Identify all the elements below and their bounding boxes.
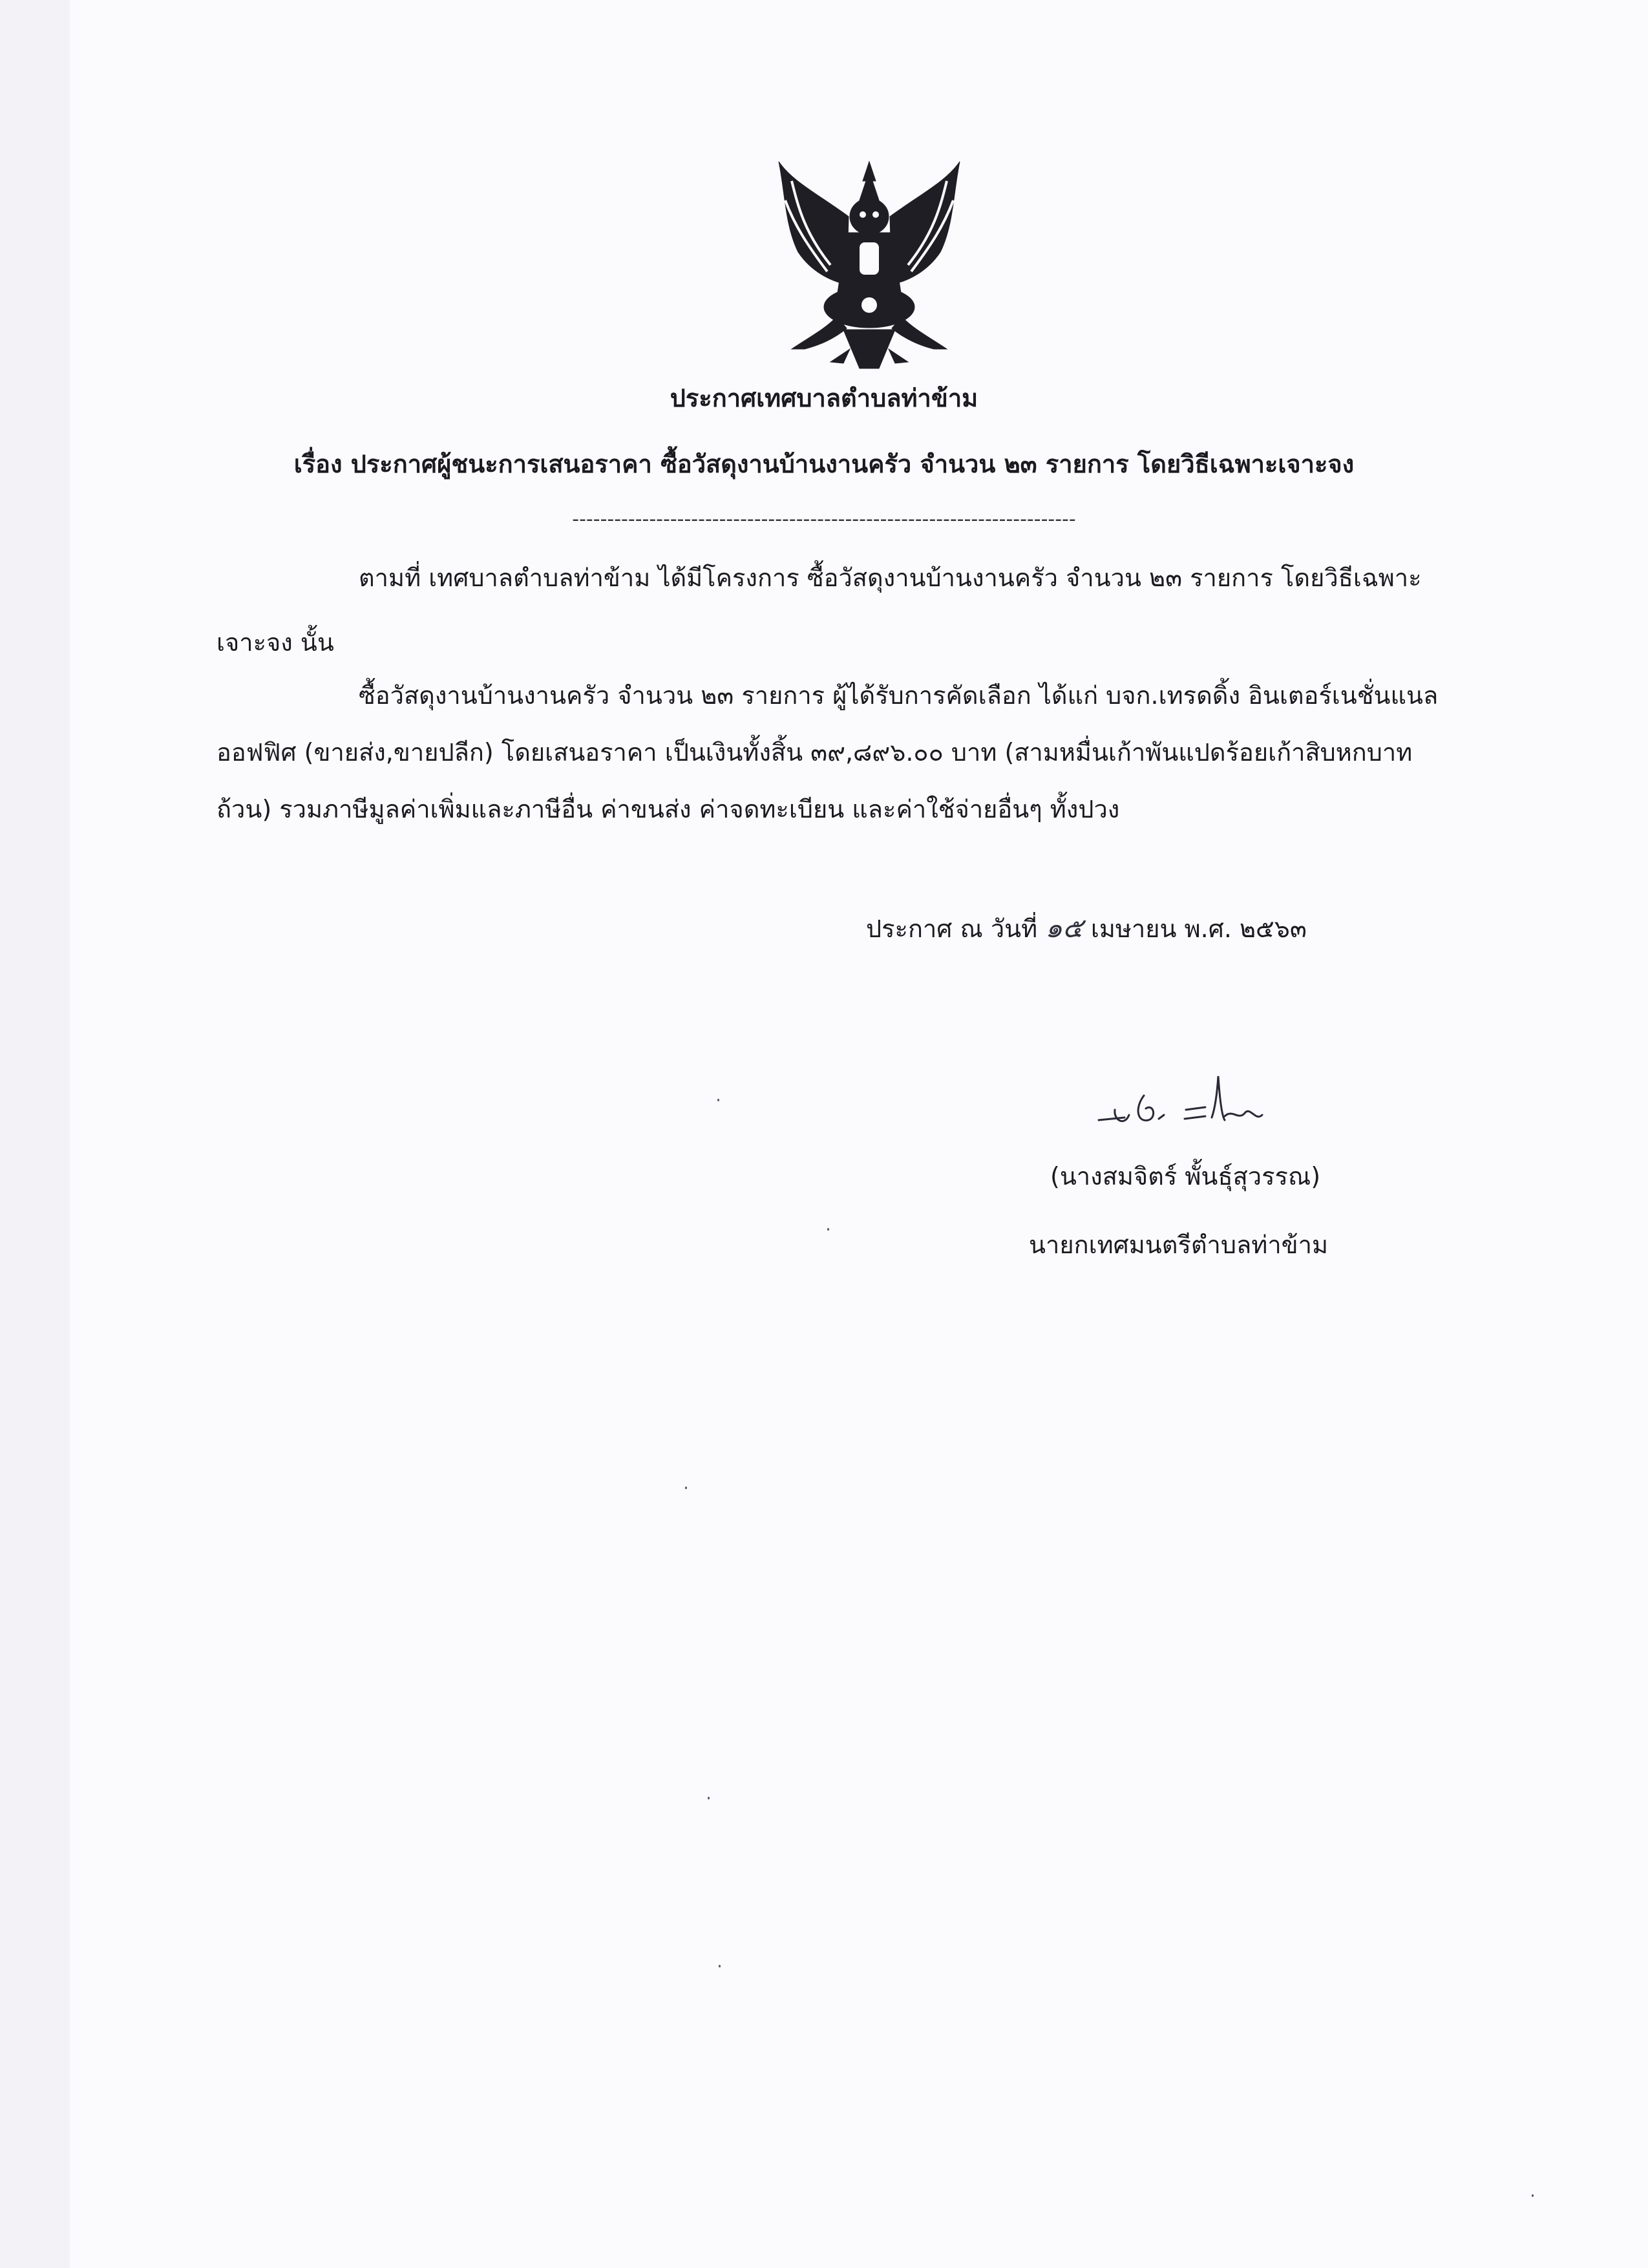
scan-speck [717, 1099, 719, 1101]
signatory-position: นายกเทศมนตรีตำบลท่าข้าม [1029, 1231, 1329, 1259]
announcement-heading: ประกาศเทศบาลตำบลท่าข้าม [670, 384, 978, 412]
paragraph-1-line-2: เจาะจง นั้น [217, 628, 334, 657]
paragraph-1-line-1: ตามที่ เทศบาลตำบลท่าข้าม ได้มีโครงการ ซื้อวัสดุงานบ้านงานครัว จำนวน ๒๓ รายการ โดยวิธีเฉพาะ [359, 564, 1422, 592]
handwritten-signature [1089, 1070, 1270, 1141]
date-prefix: ประกาศ ณ วันที่ [866, 915, 1038, 943]
scan-speck [685, 1487, 687, 1489]
scan-speck [719, 1965, 721, 1967]
scan-speck [827, 1228, 829, 1231]
scan-speck [708, 1797, 710, 1799]
announcement-date [866, 911, 1307, 946]
date-day-handwritten: ๑๕ [1045, 912, 1083, 944]
divider-line: ------------------------------------------------------------------------ [572, 508, 1076, 531]
date-month-year: เมษายน พ.ศ. ๒๕๖๓ [1090, 915, 1307, 943]
announcement-subject: เรื่อง ประกาศผู้ชนะการเสนอราคา ซื้อวัสดุงานบ้านงานครัว จำนวน ๒๓ รายการ โดยวิธีเฉพาะเจาะจง [293, 450, 1355, 478]
paragraph-2-line-3: ถ้วน) รวมภาษีมูลค่าเพิ่มและภาษีอื่น ค่าขนส่ง ค่าจดทะเบียน และค่าใช้จ่ายอื่นๆ ทั้งปวง [217, 795, 1120, 823]
scan-speck [1532, 2194, 1534, 2197]
garuda-emblem [766, 155, 973, 375]
paragraph-2-line-2: ออฟฟิศ (ขายส่ง,ขายปลีก) โดยเสนอราคา เป็นเงินทั้งสิ้น ๓๙,๘๙๖.๐๐ บาท (สามหมื่นเก้าพันแปดร้อยเก้าสิบหกบาท [217, 738, 1413, 767]
paragraph-2-line-1: ซื้อวัสดุงานบ้านงานครัว จำนวน ๒๓ รายการ ผู้ได้รับการคัดเลือก ได้แก่ บจก.เทรดดิ้ง อินเตอร์เนชั่นแนล [359, 681, 1439, 710]
signatory-name: (นางสมจิตร์ พั้นธุ์สุวรรณ) [1050, 1162, 1321, 1191]
